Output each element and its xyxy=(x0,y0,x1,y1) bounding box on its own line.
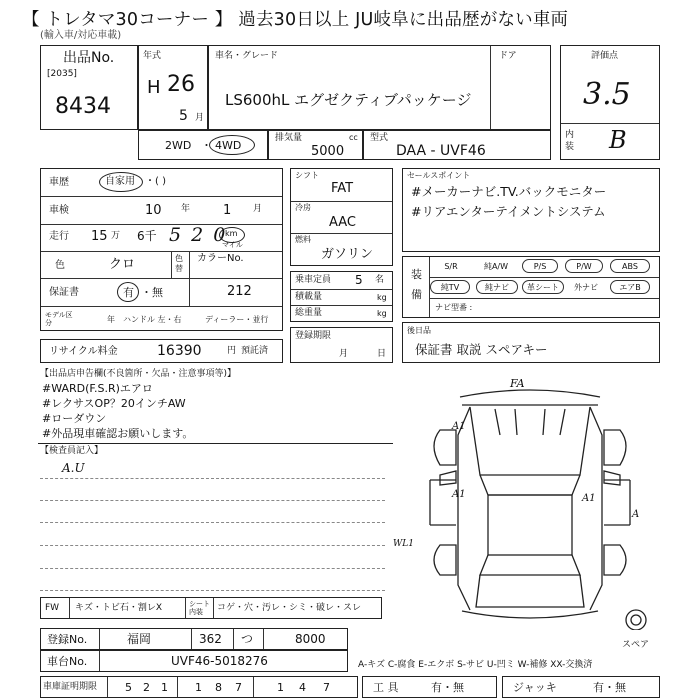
mileage-handwritten: 5 2 0 xyxy=(169,224,228,246)
mileage-man: 万 xyxy=(111,231,121,241)
cert-box xyxy=(40,676,358,698)
mileage-label: 走行 xyxy=(49,231,69,242)
load-unit: kg xyxy=(377,293,387,302)
registration-place: 福岡 xyxy=(127,632,152,646)
expiry-month: 月 xyxy=(339,349,349,359)
inspection-label: 車検 xyxy=(49,205,69,216)
cert-d2: 4 xyxy=(299,681,306,694)
displacement-value: 5000 xyxy=(311,144,345,159)
chassis-label: 車台No. xyxy=(47,655,88,668)
cert-m1: 1 xyxy=(195,681,202,694)
color-label: 色 xyxy=(55,260,65,271)
mark-a1-right: A1 xyxy=(582,493,596,504)
tools-value: 有・無 xyxy=(431,681,464,694)
navi-label: ナビ型番 : xyxy=(435,303,473,312)
expiry-box xyxy=(290,327,393,363)
cert-y2: 2 xyxy=(143,681,150,694)
registration-num: 362 xyxy=(199,632,222,646)
color-change-label: 色替 xyxy=(175,254,183,273)
cert-d3: 7 xyxy=(323,681,330,694)
mark-a1-mid: A1 xyxy=(452,489,466,500)
inspection-month: 1 xyxy=(223,203,232,218)
colorno-value: 212 xyxy=(227,284,252,299)
registration-box xyxy=(40,628,348,650)
grade-label: 評価点 xyxy=(591,51,619,61)
model-value: LS600hL エグゼクティブパッケージ xyxy=(225,91,472,109)
mileage-unit-mile: マイル xyxy=(222,241,243,249)
type-value: DAA - UVF46 xyxy=(396,143,486,159)
grade-box xyxy=(560,45,660,160)
mileage-value: 15 xyxy=(91,229,108,244)
year-month-unit: 月 xyxy=(195,113,205,123)
registration-label: 登録No. xyxy=(47,633,88,646)
interior-label: 内装 xyxy=(565,130,575,152)
shift-label: シフト xyxy=(295,171,319,180)
expiry-day: 日 xyxy=(377,349,387,359)
equip-ps: P/S xyxy=(522,259,558,273)
warranty-yes: 有 xyxy=(123,286,134,299)
notes-line-1: #WARD(F.S.R)エアロ xyxy=(42,382,153,395)
cert-label: 車庫証明期限 xyxy=(43,682,98,692)
capacity-unit: 名 xyxy=(375,275,385,285)
cert-m3: 7 xyxy=(235,681,242,694)
gross-unit: kg xyxy=(377,309,387,318)
sales-point-label: セールスポイント xyxy=(407,171,471,180)
interior-value: B xyxy=(609,126,627,154)
floor-fw: FW xyxy=(45,603,60,613)
spec-box xyxy=(290,168,393,266)
floor-text1: キズ・トビ石・割レX xyxy=(75,603,162,613)
equip-ext-navi: 外ナビ xyxy=(574,283,598,292)
model-note-handle: ハンドル 左・右 xyxy=(123,315,182,324)
sales-point-line2: #リアエンターテイメントシステム xyxy=(411,204,606,219)
capacity-value: 5 xyxy=(355,273,363,287)
notes-label: 【出品店申告欄(不良箇所・欠品・注意事項等)】 xyxy=(40,369,237,379)
model-note-dealer: ディーラー・並行 xyxy=(205,315,269,324)
lot-box xyxy=(40,45,138,130)
banner xyxy=(0,0,700,34)
equip-abs: ABS xyxy=(610,259,650,273)
cert-y1: 5 xyxy=(125,681,132,694)
recycle-box xyxy=(40,339,283,363)
mark-a2: A xyxy=(632,509,640,520)
displacement-unit: cc xyxy=(349,133,358,142)
registration-kana: つ xyxy=(241,632,254,646)
tools-label: 工 具 xyxy=(373,681,399,694)
displacement-label: 排気量 xyxy=(275,133,303,143)
floor-seat-label: シート内装 xyxy=(189,600,210,616)
attachments-box xyxy=(402,322,660,363)
displacement-box xyxy=(268,130,363,160)
drive-2wd: 2WD xyxy=(165,139,192,152)
jack-value: 有・無 xyxy=(593,681,626,694)
capacity-label: 乗車定員 xyxy=(295,275,332,285)
recycle-label: リサイクル料金 xyxy=(49,346,118,357)
year-month: 5 xyxy=(179,108,188,124)
year-box xyxy=(138,45,208,130)
gross-label: 総重量 xyxy=(295,308,323,318)
floor-box xyxy=(40,597,382,619)
model-label: 車名・グレード xyxy=(215,51,279,61)
mileage-rest: 6千 xyxy=(137,229,157,243)
aircon-value: AAC xyxy=(329,215,356,230)
mileage-unit-km: km xyxy=(225,229,238,238)
inspector-handwritten: A.U xyxy=(62,461,85,475)
equip-airbag: エアB xyxy=(610,280,650,294)
equip-sr: S/R xyxy=(444,262,458,271)
cert-y3: 1 xyxy=(161,681,168,694)
jack-box xyxy=(502,676,660,698)
history-label: 車歴 xyxy=(49,177,69,188)
tools-box xyxy=(362,676,497,698)
model-note-year: 年 xyxy=(107,315,115,324)
equip-aw: 純A/W xyxy=(483,262,509,271)
jack-label: ジャッキ xyxy=(513,681,557,694)
info-box xyxy=(40,168,283,331)
equipment-label: 装備 xyxy=(411,268,422,301)
mark-wl: WL1 xyxy=(393,539,414,549)
colorno-label: カラーNo. xyxy=(197,253,244,264)
spare-label: スペア xyxy=(622,640,650,650)
load-label: 積載量 xyxy=(295,292,323,302)
sub-header: (輸入車/対応車載) xyxy=(40,30,122,41)
fuel-value: ガソリン xyxy=(321,247,374,262)
lot-label: 出品No. xyxy=(63,50,115,66)
warranty-label: 保証書 xyxy=(49,287,79,298)
warranty-no: ・無 xyxy=(141,286,163,299)
sales-point-line1: #メーカーナビ.TV.バックモニター xyxy=(411,184,607,199)
floor-text2: コゲ・穴・汚レ・シミ・破レ・スレ xyxy=(217,603,362,613)
drive-box: 2WD ・ 4WD xyxy=(138,130,268,160)
year-era: H xyxy=(147,77,161,98)
type-box xyxy=(363,130,551,160)
banner-text: 【 トレタマ30コーナー 】 過去30日以上 JU岐阜に出品歴がない車両 xyxy=(22,10,569,30)
cert-d1: 1 xyxy=(277,681,284,694)
mark-top: FA xyxy=(510,377,525,390)
cert-m2: 8 xyxy=(215,681,222,694)
registration-num2: 8000 xyxy=(295,632,326,646)
inspection-year-unit: 年 xyxy=(181,204,191,214)
aircon-label: 冷房 xyxy=(295,203,311,212)
inspection-year: 10 xyxy=(145,203,162,218)
chassis-value: UVF46-5018276 xyxy=(171,654,268,668)
type-label: 型式 xyxy=(370,133,389,143)
shift-value: FAT xyxy=(331,181,354,196)
inspector-label: 【検査員記入】 xyxy=(40,446,104,456)
history-value: 自家用 xyxy=(105,176,135,187)
recycle-note: 預託済 xyxy=(241,346,269,356)
fuel-label: 燃料 xyxy=(295,235,311,244)
equip-tv: 純TV xyxy=(430,280,470,294)
drive-4wd: 4WD xyxy=(215,139,242,152)
equip-pw: P/W xyxy=(565,259,603,273)
attachments-label: 後日品 xyxy=(407,326,431,335)
grade-value: 3.5 xyxy=(583,77,631,112)
attachments-value: 保証書 取説 スペアキー xyxy=(415,342,548,357)
damage-legend: A-キズ C-腐食 E-エクボ S-サビ U-凹ミ W-補修 XX-交換済 xyxy=(358,660,593,670)
lot-tag: [2035] xyxy=(47,69,77,79)
car-diagram xyxy=(400,375,660,630)
sales-point-box xyxy=(402,168,660,252)
notes-line-4: #外品現車確認お願いします。 xyxy=(42,427,194,440)
history-rest: ・( ) xyxy=(145,176,166,187)
notes-line-2: #レクサスOP？20インチAW xyxy=(42,397,186,410)
year-value: 26 xyxy=(167,72,195,97)
notes-line-3: #ローダウン xyxy=(42,412,107,425)
lot-number: 8434 xyxy=(55,94,111,119)
expiry-label: 登録期限 xyxy=(295,331,332,341)
equip-navi: 純ナビ xyxy=(476,280,518,294)
year-label: 年式 xyxy=(143,51,162,61)
inspection-month-unit: 月 xyxy=(253,204,263,214)
mark-a1-left: A1 xyxy=(452,421,466,432)
model-box xyxy=(208,45,551,130)
equip-seat: 革シート xyxy=(522,280,564,294)
door-label: ドア xyxy=(499,51,517,61)
weight-box xyxy=(290,271,393,322)
model-note-label: モデル区分 xyxy=(45,311,73,327)
chassis-box xyxy=(40,650,348,672)
recycle-value: 16390 xyxy=(157,343,202,359)
recycle-unit: 円 xyxy=(227,346,237,356)
color-value: クロ xyxy=(109,257,136,272)
